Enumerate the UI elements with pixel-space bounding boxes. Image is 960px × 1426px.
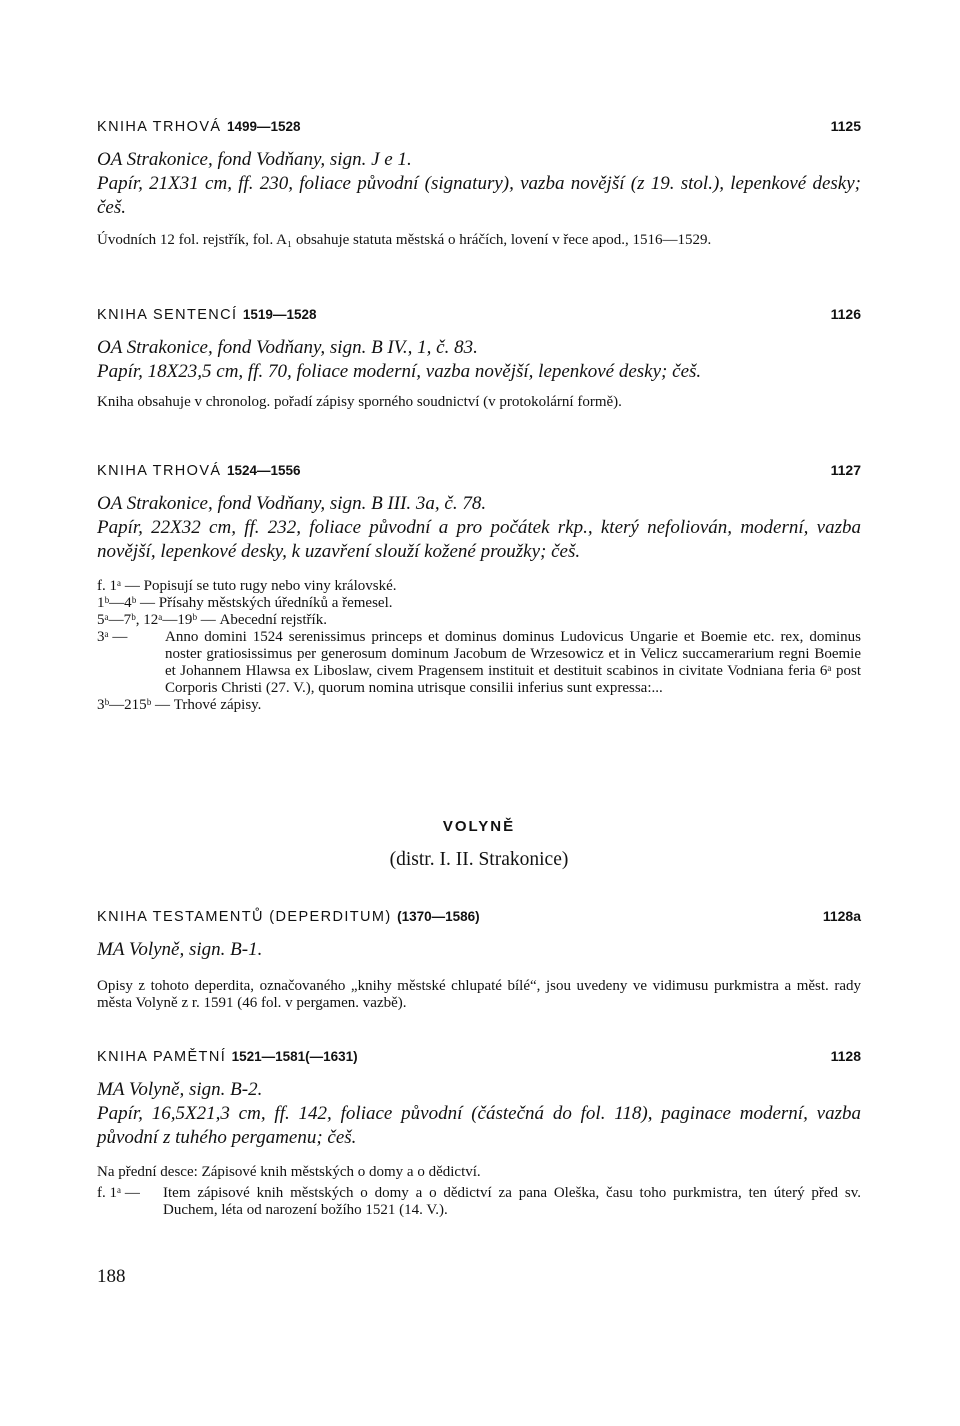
entry-1125 bbox=[97, 118, 861, 249]
entry-1128a bbox=[97, 908, 861, 1012]
folio-key: 3ᵇ—215ᵇ — bbox=[97, 697, 171, 713]
folio-text: Item zápisové knih městských o domy a o dědictví za pana Oleška, času toho purkmistra, ten úterý před sv. Duchem, léta od narození božího 1521 (14. V.). bbox=[163, 1185, 861, 1218]
entry-1126 bbox=[97, 306, 861, 411]
archive-reference: OA Strakonice, fond Vodňany, sign. B III. 3a, č. 78. bbox=[97, 493, 487, 514]
folio-line bbox=[97, 578, 861, 595]
entry-heading bbox=[97, 118, 861, 138]
folio-key: 3ᵃ — bbox=[97, 629, 128, 645]
folio-text: Popisují se tuto rugy nebo viny královské. bbox=[143, 578, 397, 594]
folio-line bbox=[97, 697, 861, 714]
folio-text: Trhové zápisy. bbox=[173, 697, 262, 713]
folio-key: 1ᵇ—4ᵇ — bbox=[97, 595, 156, 611]
folio-key: f. 1ᵃ — bbox=[97, 1185, 140, 1201]
entry-heading bbox=[97, 462, 861, 482]
entry-title: KNIHA SENTENCÍ bbox=[97, 307, 238, 323]
archive-reference: MA Volyně, sign. B-1. bbox=[97, 939, 263, 960]
entry-1128 bbox=[97, 1048, 861, 1219]
entry-heading bbox=[97, 908, 861, 928]
folio-key: f. 1ᵃ — bbox=[97, 578, 140, 594]
folio-list bbox=[97, 578, 861, 714]
entry-heading bbox=[97, 306, 861, 326]
entry-number: 1127 bbox=[830, 462, 861, 478]
physical-description: Papír, 21X31 cm, ff. 230, foliace původní (signatury), vazba novější (z 19. stol.), lepenkové desky; češ. bbox=[97, 173, 861, 218]
entry-1127 bbox=[97, 462, 861, 714]
folio-text: Anno domini 1524 serenissimus princeps et dominus dominus Ludovicus Ungarie et Boemie etc. rex, dominus noster gratiosissimus per generosum dominum Jacobum de Wrzesowicz et in Velicz succamerarium regni Boemie et Johannem Hlawsa ex Liboslaw, civem Pragensem instituit et destituit scabinos in civitate Vodniana feria 6ᵃ post Corporis Christi (27. V.), quorum nomina utrisque consilii inferius sunt expressa:... bbox=[165, 629, 861, 696]
section-title: VOLYNĚ bbox=[442, 818, 516, 835]
folio-line bbox=[97, 1185, 861, 1219]
archive-reference: OA Strakonice, fond Vodňany, sign. J e 1. bbox=[97, 149, 412, 170]
entry-number: 1128a bbox=[822, 908, 861, 924]
entry-note: Na přední desce: Zápisové knih městských o domy a o dědictví. bbox=[97, 1164, 481, 1180]
entry-dates: 1524—1556 bbox=[226, 463, 301, 478]
entry-dates: 1499—1528 bbox=[226, 119, 301, 134]
archive-reference: MA Volyně, sign. B-2. bbox=[97, 1079, 263, 1100]
entry-dates: (1370—1586) bbox=[397, 909, 480, 924]
page-number: 188 bbox=[97, 1266, 126, 1287]
physical-description: Papír, 16,5X21,3 cm, ff. 142, foliace původní (částečná do fol. 118), paginace moderní, vazba původní z tuhého pergamenu; češ. bbox=[97, 1103, 861, 1148]
entry-note: Kniha obsahuje v chronolog. pořadí zápisy sporného soudnictví (v protokolární formě). bbox=[97, 394, 622, 410]
entry-number: 1128 bbox=[830, 1048, 861, 1064]
entry-number: 1125 bbox=[830, 118, 861, 134]
entry-dates: 1521—1581(—1631) bbox=[231, 1049, 358, 1064]
folio-text: Abecední rejstřík. bbox=[219, 612, 327, 628]
folio-line bbox=[97, 595, 861, 612]
section-subtitle: (distr. I. II. Strakonice) bbox=[389, 849, 569, 870]
physical-description: Papír, 18X23,5 cm, ff. 70, foliace moderní, vazba novější, lepenkové desky; češ. bbox=[97, 361, 702, 382]
entry-dates: 1519—1528 bbox=[242, 307, 317, 322]
entry-title: KNIHA TRHOVÁ bbox=[97, 119, 222, 135]
entry-heading bbox=[97, 1048, 861, 1068]
section-heading bbox=[97, 818, 861, 871]
folio-line bbox=[97, 612, 861, 629]
entry-title: KNIHA TRHOVÁ bbox=[97, 463, 222, 479]
entry-note: Opisy z tohoto deperdita, označovaného „knihy městské chlupaté bílé“, jsou uvedeny ve vidimusu purkmistra a měst. rady města Volyně z r. 1591 (46 fol. v pergamen. vazbě). bbox=[97, 978, 861, 1011]
folio-key: 5ᵃ—7ᵇ, 12ᵃ—19ᵇ — bbox=[97, 612, 216, 628]
folio-text: Přísahy městských úředníků a řemesel. bbox=[158, 595, 393, 611]
entry-title: KNIHA PAMĚTNÍ bbox=[97, 1049, 227, 1065]
physical-description: Papír, 22X32 cm, ff. 232, foliace původní a pro počátek rkp., který nefoliován, moderní, vazba novější, lepenkové desky, k uzavření slouží kožené proužky; češ. bbox=[97, 517, 861, 562]
entry-note: Úvodních 12 fol. rejstřík, fol. A₁ obsahuje statuta městská o hráčích, lovení v řece apod., 1516—1529. bbox=[97, 232, 712, 248]
entry-title: KNIHA TESTAMENTŮ (DEPERDITUM) bbox=[97, 909, 392, 925]
folio-line bbox=[97, 629, 861, 697]
archive-reference: OA Strakonice, fond Vodňany, sign. B IV., 1, č. 83. bbox=[97, 337, 478, 358]
entry-number: 1126 bbox=[830, 306, 861, 322]
